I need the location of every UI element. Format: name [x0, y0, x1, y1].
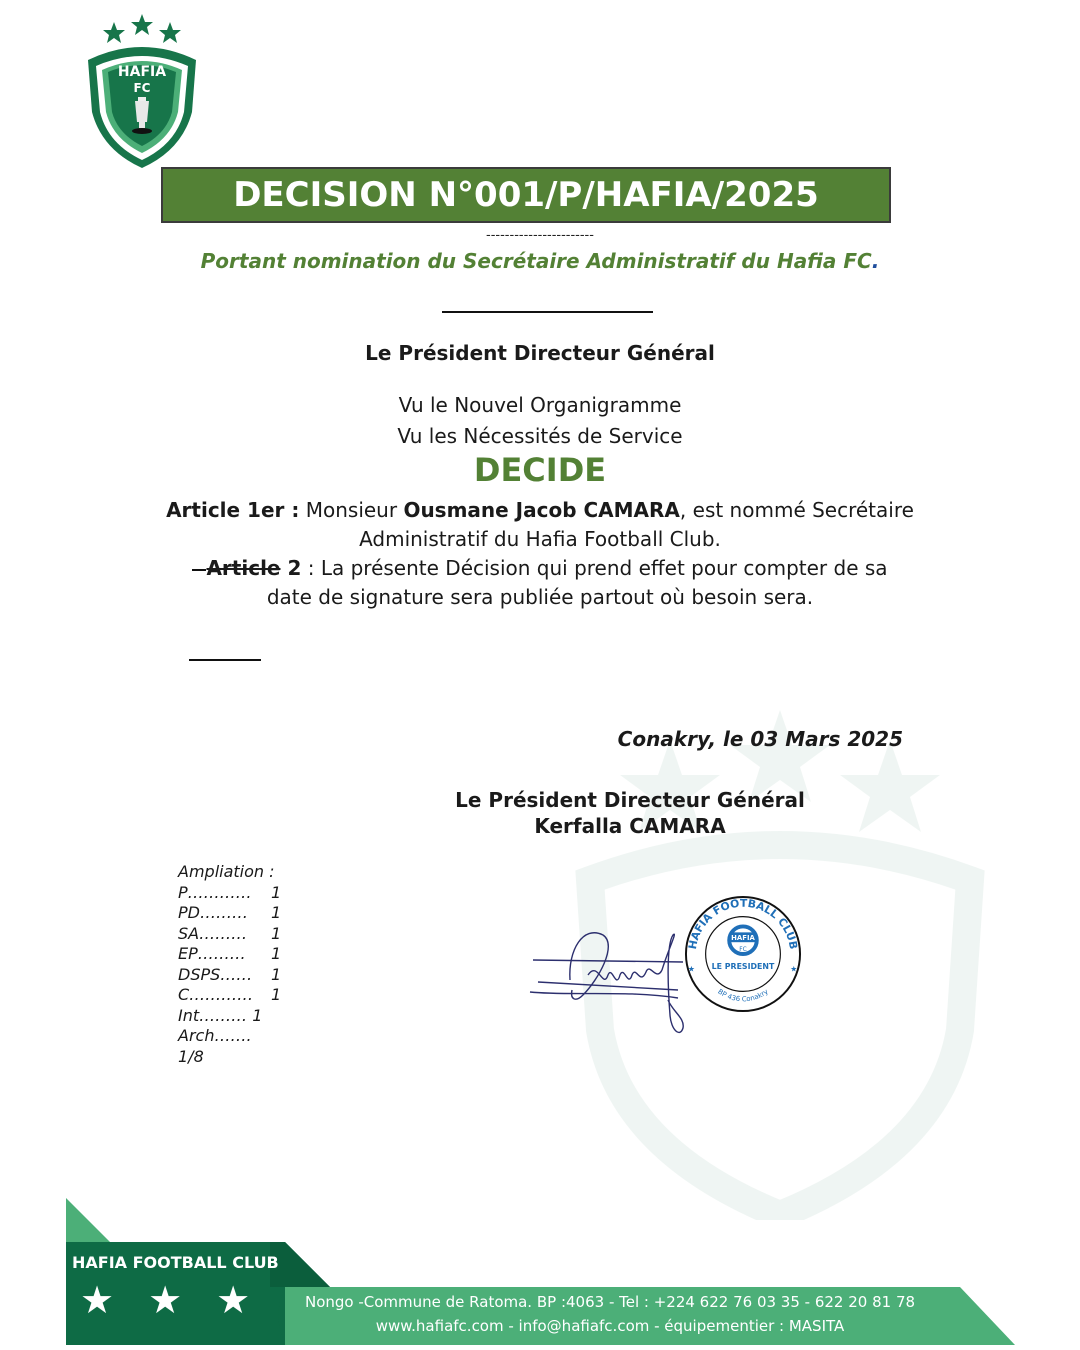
ampliation-row: C………… 1	[178, 985, 282, 1004]
decision-subtitle: Portant nomination du Secrétaire Administratif du Hafia FC.	[200, 249, 880, 273]
ampliation-list	[178, 862, 281, 1067]
footer-stars	[80, 1280, 250, 1320]
handwritten-signature	[528, 920, 688, 1040]
crest-line-2: FC	[133, 81, 151, 95]
ampliation-row: Int……… 1	[178, 1005, 263, 1025]
short-separator-line	[189, 659, 261, 661]
footer-club-name: HAFIA FOOTBALL CLUB	[72, 1253, 279, 1272]
star-icon: ★	[148, 1278, 183, 1322]
club-crest-logo	[84, 12, 200, 170]
ampliation-row: 1/8	[178, 1046, 204, 1066]
ampliation-row: EP……… 1	[178, 944, 282, 963]
article-1-line-2: Administratif du Hafia Football Club.	[359, 527, 721, 551]
signatory-title: Le Président Directeur Général	[455, 788, 805, 812]
ampliation-row: DSPS…… 1	[178, 964, 282, 984]
ampliation-row: PD……… 1	[178, 903, 282, 922]
appointee-name: Ousmane Jacob CAMARA	[403, 498, 680, 522]
article-2: Article 2 : La présente Décision qui prend effet pour compter de sa	[0, 555, 1080, 581]
decide-heading: DECIDE	[473, 451, 607, 489]
stamp-center-line-1: HAFIA	[731, 934, 755, 943]
decision-title-banner	[161, 167, 891, 223]
star-icon	[103, 22, 125, 43]
ampliation-title: Ampliation :	[178, 862, 275, 881]
article-1: Article 1er : Monsieur Ousmane Jacob CAMARA, est nommé Secrétaire	[166, 498, 914, 522]
footer-address: Nongo -Commune de Ratoma. BP :4063 - Tel : +224 622 76 03 35 - 622 20 81 78	[304, 1293, 916, 1311]
ampliation-row: P………… 1	[178, 882, 282, 902]
dash-separator: -----------------------	[486, 228, 594, 243]
ampliation-row: Arch…….	[178, 1026, 252, 1045]
star-icon: ★	[80, 1278, 115, 1322]
separator-line	[442, 311, 653, 313]
place-date: Conakry, le 03 Mars 2025	[617, 727, 903, 751]
stamp-ring-bottom: BP 436 Conakry	[716, 987, 770, 1004]
consideration-1: Vu le Nouvel Organigramme	[398, 393, 682, 417]
footer-contact: www.hafiafc.com - info@hafiafc.com - équipementier : MASITA	[375, 1317, 845, 1335]
article-2-line-2: date de signature sera publiée partout où besoin sera.	[266, 585, 814, 609]
star-icon	[131, 14, 153, 35]
stamp-center-line-2: FC	[739, 947, 747, 954]
star-icon	[159, 22, 181, 43]
issuer-heading: Le Président Directeur Général	[365, 341, 715, 365]
official-stamp	[684, 895, 802, 1013]
star-icon: ★	[687, 964, 695, 974]
consideration-2: Vu les Nécessités de Service	[397, 424, 683, 448]
star-icon: ★	[790, 964, 798, 974]
ampliation-row: SA……… 1	[178, 923, 282, 943]
star-icon: ★	[216, 1278, 251, 1322]
decision-title: DECISION N°001/P/HAFIA/2025	[233, 175, 819, 215]
crest-line-1: HAFIA	[117, 64, 167, 80]
stamp-ring-top: HAFIA FOOTBALL CLUB	[685, 896, 801, 951]
stamp-role: LE PRESIDENT	[711, 961, 775, 971]
signatory-name: Kerfalla CAMARA	[534, 814, 726, 838]
